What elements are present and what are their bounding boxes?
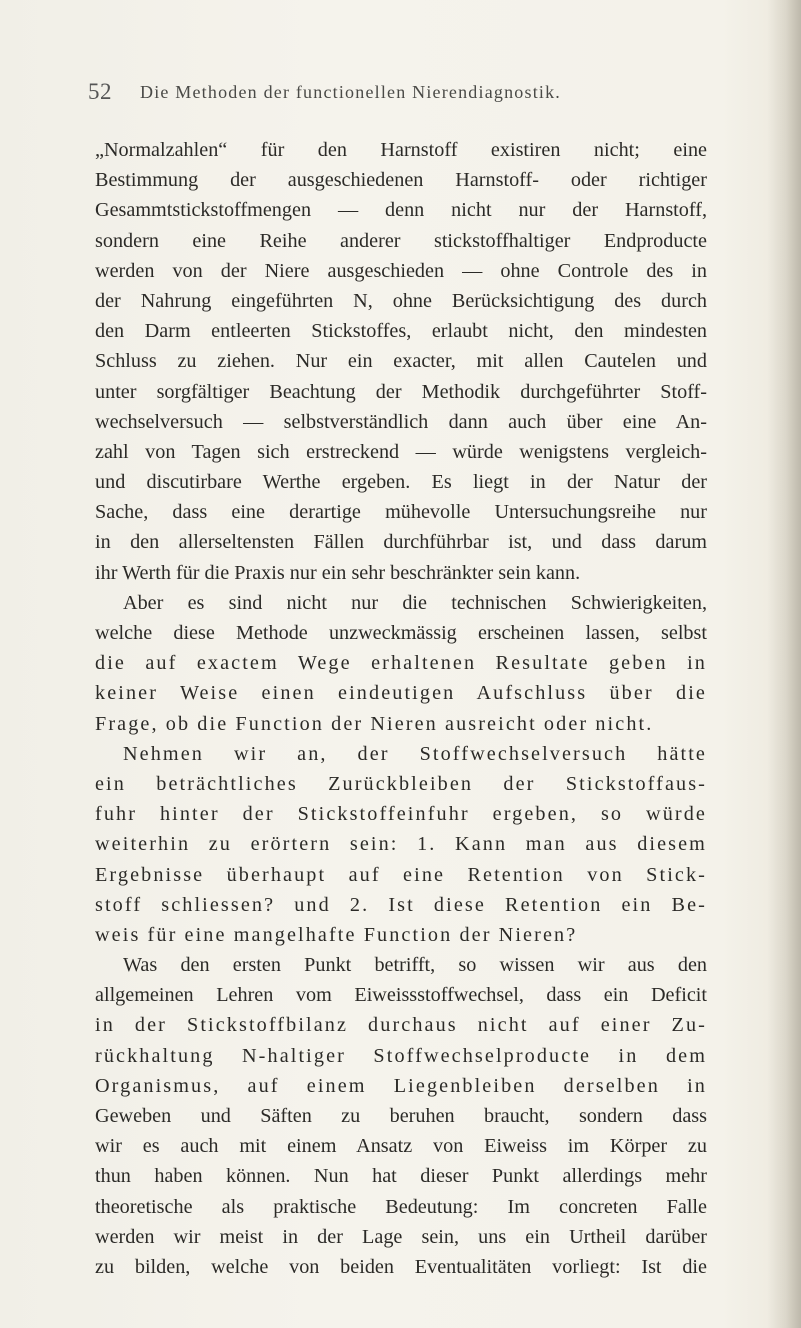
text-line: „Normalzahlen“ für den Harnstoff existiren nicht; eine: [95, 139, 707, 161]
text-line: Aber es sind nicht nur die technischen Schwierigkeiten,: [123, 591, 707, 614]
text-line: sondern eine Reihe anderer stickstoffhaltiger Endproducte: [95, 229, 707, 252]
text-line: keiner Weise einen eindeutigen Aufschluss über die: [95, 682, 707, 705]
text-line: Was den ersten Punkt betrifft, so wissen wir aus den: [123, 954, 707, 977]
text-line: fuhr hinter der Stickstoffeinfuhr ergeben, so würde: [95, 803, 707, 826]
body-text: [95, 135, 707, 1282]
text-line: unter sorgfältiger Beachtung der Methodik durchgeführter Stoff-: [95, 380, 707, 403]
text-line: Ergebnisse überhaupt auf eine Retention von Stick-: [95, 863, 707, 886]
text-line: werden von der Niere ausgeschieden — ohne Controle des in: [95, 259, 707, 282]
text-line: der Nahrung eingeführten N, ohne Berücksichtigung des durch: [95, 289, 707, 312]
text-line: werden wir meist in der Lage sein, uns ein Urtheil darüber: [95, 1225, 707, 1248]
text-line: theoretische als praktische Bedeutung: Im concreten Falle: [95, 1195, 707, 1218]
text-line: Frage, ob die Function der Nieren ausreicht oder nicht.: [95, 712, 654, 735]
page-edge-shadow: [767, 0, 801, 1328]
text-line: zahl von Tagen sich erstreckend — würde wenigstens vergleich-: [95, 440, 707, 463]
text-line: ein beträchtliches Zurückbleiben der Stickstoffaus-: [95, 772, 707, 795]
text-line: Schluss zu ziehen. Nur ein exacter, mit allen Cautelen und: [95, 350, 707, 373]
text-line: rückhaltung N-haltiger Stoffwechselproducte in dem: [95, 1044, 707, 1067]
page-number: 52: [88, 79, 112, 104]
text-line: allgemeinen Lehren vom Eiweissstoffwechsel, dass ein Deficit: [95, 984, 707, 1007]
text-line: wechselversuch — selbstverständlich dann auch über eine An-: [95, 410, 707, 433]
text-line: und discutirbare Werthe ergeben. Es liegt in der Natur der: [95, 471, 707, 494]
text-line: Bestimmung der ausgeschiedenen Harnstoff- oder richtiger: [95, 169, 707, 192]
text-line: wir es auch mit einem Ansatz von Eiweiss im Körper zu: [95, 1135, 707, 1158]
page-header: [88, 79, 688, 109]
text-line: welche diese Methode unzweckmässig erscheinen lassen, selbst: [95, 622, 707, 644]
text-line: in der Stickstoffbilanz durchaus nicht auf einer Zu-: [95, 1014, 707, 1037]
text-line: Nehmen wir an, der Stoffwechselversuch hätte: [123, 742, 707, 765]
text-line: weiterhin zu erörtern sein: 1. Kann man aus diesem: [95, 833, 707, 856]
text-line: Geweben und Säften zu beruhen braucht, sondern dass: [95, 1105, 707, 1127]
text-line: zu bilden, welche von beiden Eventualitäten vorliegt: Ist die: [95, 1255, 707, 1278]
text-line: stoff schliessen? und 2. Ist diese Retention ein Be-: [95, 893, 707, 916]
running-head: Die Methoden der functionellen Nierendiagnostik.: [140, 82, 561, 102]
text-line: thun haben können. Nun hat dieser Punkt allerdings mehr: [95, 1165, 707, 1188]
text-line: ihr Werth für die Praxis nur ein sehr beschränkter sein kann.: [95, 561, 581, 584]
text-line: den Darm entleerten Stickstoffes, erlaubt nicht, den mindesten: [95, 320, 707, 343]
text-line: Organismus, auf einem Liegenbleiben derselben in: [95, 1074, 707, 1097]
text-line: in den allerseltensten Fällen durchführbar ist, und dass darum: [95, 531, 707, 554]
text-line: Gesammtstickstoffmengen — denn nicht nur der Harnstoff,: [95, 199, 707, 222]
text-line: Sache, dass eine derartige mühevolle Untersuchungsreihe nur: [95, 501, 707, 524]
text-line: weis für eine mangelhafte Function der Nieren?: [95, 923, 578, 946]
text-line: die auf exactem Wege erhaltenen Resultate geben in: [95, 652, 707, 675]
